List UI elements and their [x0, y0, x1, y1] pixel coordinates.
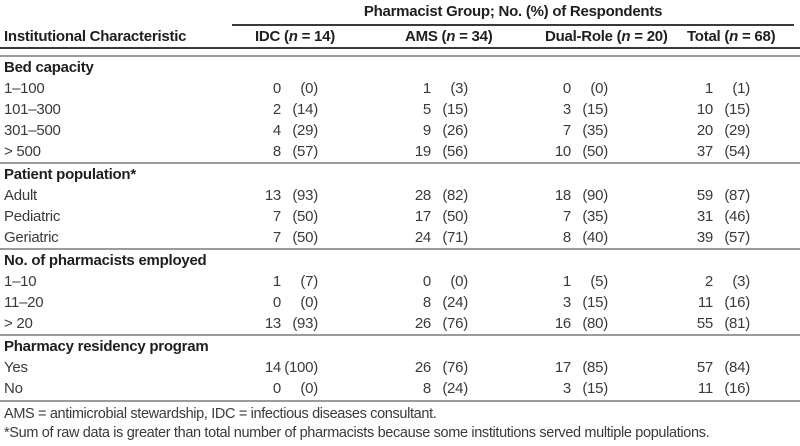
cell-count: 0 [562, 80, 571, 97]
cell-count: 17 [554, 359, 571, 376]
cell-dual-role [472, 143, 612, 160]
cell-count: 8 [562, 229, 571, 246]
cell-count: 1 [704, 80, 713, 97]
cell-percent: (7) [300, 273, 318, 290]
cell-idc [232, 208, 322, 225]
cell-count: 19 [414, 143, 431, 160]
cell-ams [322, 229, 472, 246]
cell-percent: (46) [724, 208, 750, 225]
cell-percent: (15) [442, 101, 468, 118]
cell-count: 5 [422, 101, 431, 118]
cell-count: 24 [414, 229, 431, 246]
footnote-asterisk: *Sum of raw data is greater than total number of pharmacists because some institutions served multiple populations. [4, 425, 710, 441]
row-label: No [4, 380, 23, 397]
cell-ams [322, 359, 472, 376]
cell-idc [232, 380, 322, 397]
cell-total [612, 229, 754, 246]
cell-count: 39 [696, 229, 713, 246]
cell-percent: (29) [292, 122, 318, 139]
cell-count: 1 [272, 273, 281, 290]
cell-percent: (93) [292, 315, 318, 332]
cell-count: 20 [696, 122, 713, 139]
cell-percent: (15) [724, 101, 750, 118]
row-label: Geriatric [4, 229, 59, 246]
section-title: No. of pharmacists employed [0, 248, 800, 271]
cell-percent: (81) [724, 315, 750, 332]
cell-percent: (24) [442, 380, 468, 397]
cell-count: 3 [562, 101, 571, 118]
table-body [0, 55, 800, 399]
column-header-text: IDC (n = 14) [255, 28, 335, 45]
cell-count: 1 [422, 80, 431, 97]
cell-count: 57 [696, 359, 713, 376]
column-header-idc [232, 27, 335, 47]
row-header-label: Institutional Characteristic [4, 28, 187, 45]
row-label: 301–500 [4, 122, 61, 139]
cell-count: 26 [414, 359, 431, 376]
cell-count: 11 [697, 380, 713, 397]
cell-count: 7 [562, 208, 571, 225]
table-row [0, 313, 800, 334]
cell-percent: (50) [292, 208, 318, 225]
cell-count: 2 [272, 101, 281, 118]
cell-percent: (35) [582, 208, 608, 225]
row-label: 11–20 [4, 294, 44, 311]
row-label: > 20 [4, 315, 33, 332]
cell-ams [322, 122, 472, 139]
cell-total [612, 122, 754, 139]
cell-count: 55 [696, 315, 713, 332]
cell-total [612, 294, 754, 311]
cell-idc [232, 80, 322, 97]
cell-count: 4 [272, 122, 281, 139]
spanner-header: Pharmacist Group; No. (%) of Respondents [232, 0, 794, 26]
cell-percent: (50) [582, 143, 608, 160]
row-label: > 500 [4, 143, 41, 160]
cell-percent: (15) [582, 380, 608, 397]
column-header-text: AMS (n = 34) [405, 28, 493, 45]
cell-total [612, 208, 754, 225]
table-row [0, 378, 800, 399]
cell-count: 59 [696, 187, 713, 204]
cell-dual-role [472, 359, 612, 376]
cell-dual-role [472, 229, 612, 246]
cell-total [612, 359, 754, 376]
cell-count: 8 [272, 143, 281, 160]
cell-count: 10 [696, 101, 713, 118]
cell-count: 8 [422, 380, 431, 397]
cell-ams [322, 208, 472, 225]
table-section [0, 55, 800, 162]
row-label: Adult [4, 187, 37, 204]
row-label: 1–10 [4, 273, 37, 290]
cell-idc [232, 122, 322, 139]
cell-percent: (3) [732, 273, 750, 290]
cell-count: 0 [422, 273, 431, 290]
cell-total [612, 143, 754, 160]
cell-count: 3 [562, 294, 571, 311]
cell-percent: (71) [442, 229, 468, 246]
cell-idc [232, 359, 322, 376]
cell-ams [322, 315, 472, 332]
table-row [0, 78, 800, 99]
cell-percent: (0) [300, 294, 318, 311]
section-title: Bed capacity [0, 55, 800, 78]
cell-dual-role [472, 294, 612, 311]
cell-total [612, 187, 754, 204]
cell-count: 0 [272, 80, 281, 97]
cell-percent: (87) [724, 187, 750, 204]
cell-percent: (14) [292, 101, 318, 118]
cell-ams [322, 143, 472, 160]
cell-percent: (0) [450, 273, 468, 290]
cell-idc [232, 229, 322, 246]
cell-dual-role [472, 273, 612, 290]
cell-total [612, 315, 754, 332]
table-row [0, 185, 800, 206]
cell-count: 18 [554, 187, 571, 204]
cell-dual-role [472, 380, 612, 397]
cell-dual-role [472, 101, 612, 118]
cell-count: 16 [554, 315, 571, 332]
cell-count: 28 [414, 187, 431, 204]
cell-percent: (82) [442, 187, 468, 204]
cell-total [612, 101, 754, 118]
cell-percent: (57) [292, 143, 318, 160]
cell-percent: (50) [442, 208, 468, 225]
cell-count: 14 [264, 359, 281, 376]
cell-count: 11 [697, 294, 713, 311]
cell-percent: (90) [582, 187, 608, 204]
cell-percent: (5) [590, 273, 608, 290]
cell-count: 7 [272, 229, 281, 246]
cell-count: 26 [414, 315, 431, 332]
cell-percent: (40) [582, 229, 608, 246]
cell-ams [322, 380, 472, 397]
cell-percent: (85) [582, 359, 608, 376]
table-row [0, 206, 800, 227]
row-label: Pediatric [4, 208, 61, 225]
cell-percent: (1) [732, 80, 750, 97]
cell-count: 0 [272, 294, 281, 311]
cell-percent: (35) [582, 122, 608, 139]
cell-count: 10 [554, 143, 571, 160]
cell-percent: (57) [724, 229, 750, 246]
cell-idc [232, 315, 322, 332]
cell-ams [322, 187, 472, 204]
cell-count: 3 [562, 380, 571, 397]
cell-percent: (29) [724, 122, 750, 139]
cell-ams [322, 101, 472, 118]
cell-percent: (0) [590, 80, 608, 97]
cell-idc [232, 294, 322, 311]
cell-total [612, 380, 754, 397]
cell-ams [322, 294, 472, 311]
cell-count: 8 [422, 294, 431, 311]
cell-percent: (93) [292, 187, 318, 204]
column-header-ams [322, 27, 493, 47]
cell-percent: (3) [450, 80, 468, 97]
cell-dual-role [472, 315, 612, 332]
table-section [0, 162, 800, 248]
header-double-rule [0, 47, 800, 55]
cell-percent: (76) [442, 315, 468, 332]
cell-dual-role [472, 208, 612, 225]
cell-percent: (76) [442, 359, 468, 376]
cell-ams [322, 273, 472, 290]
cell-idc [232, 143, 322, 160]
cell-percent: (50) [292, 229, 318, 246]
cell-idc [232, 273, 322, 290]
table-row [0, 357, 800, 378]
table-section [0, 334, 800, 399]
cell-dual-role [472, 187, 612, 204]
cell-percent: (0) [300, 380, 318, 397]
cell-percent: (26) [442, 122, 468, 139]
cell-count: 37 [696, 143, 713, 160]
table-row [0, 292, 800, 313]
cell-percent: (16) [724, 294, 750, 311]
row-label: Yes [4, 359, 28, 376]
cell-percent: (54) [724, 143, 750, 160]
column-header-text: Dual-Role (n = 20) [545, 28, 668, 45]
footnotes [0, 402, 800, 443]
section-title: Pharmacy residency program [0, 334, 800, 357]
table-row [0, 271, 800, 292]
table-row [0, 141, 800, 162]
cell-count: 31 [696, 208, 713, 225]
cell-idc [232, 101, 322, 118]
cell-dual-role [472, 80, 612, 97]
section-title: Patient population* [0, 162, 800, 185]
spanner-row [0, 0, 800, 26]
cell-total [612, 80, 754, 97]
table-row [0, 120, 800, 141]
cell-percent: (80) [582, 315, 608, 332]
cell-total [612, 273, 754, 290]
cell-dual-role [472, 122, 612, 139]
cell-percent: (24) [442, 294, 468, 311]
cell-count: 7 [562, 122, 571, 139]
cell-percent: (16) [724, 380, 750, 397]
cell-percent: (84) [724, 359, 750, 376]
cell-percent: (15) [582, 294, 608, 311]
table-row [0, 99, 800, 120]
column-header-text: Total (n = 68) [687, 28, 776, 45]
cell-count: 17 [414, 208, 431, 225]
cell-percent: (15) [582, 101, 608, 118]
cell-percent: (100) [284, 359, 318, 376]
cell-idc [232, 187, 322, 204]
column-header-row [0, 26, 800, 47]
table-row [0, 227, 800, 248]
cell-count: 2 [704, 273, 713, 290]
column-header-total [612, 27, 776, 47]
cell-percent: (0) [300, 80, 318, 97]
row-label: 101–300 [4, 101, 61, 118]
table-section [0, 248, 800, 334]
cell-count: 13 [264, 315, 281, 332]
cell-ams [322, 80, 472, 97]
cell-count: 9 [422, 122, 431, 139]
footnote-abbreviations: AMS = antimicrobial stewardship, IDC = infectious diseases consultant. [4, 406, 437, 422]
cell-count: 0 [272, 380, 281, 397]
cell-count: 1 [562, 273, 571, 290]
column-header-dual-role [472, 27, 668, 47]
row-label: 1–100 [4, 80, 45, 97]
cell-count: 13 [264, 187, 281, 204]
cell-percent: (56) [442, 143, 468, 160]
cell-count: 7 [272, 208, 281, 225]
